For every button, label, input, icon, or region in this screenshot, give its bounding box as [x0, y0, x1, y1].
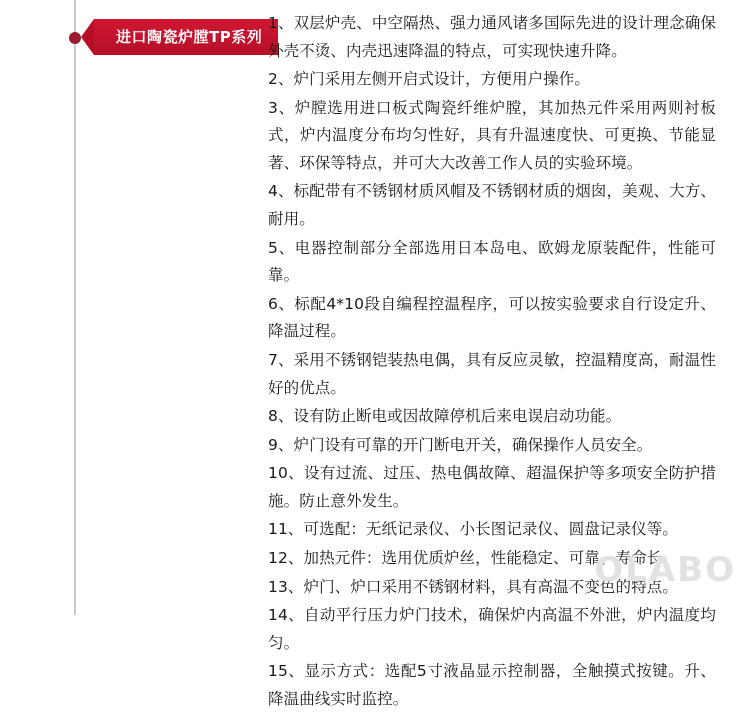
feature-item: 10、设有过流、过压、热电偶故障、超温保护等多项安全防护措施。防止意外发生。 — [268, 464, 716, 510]
feature-item: 3、炉膛选用进口板式陶瓷纤维炉膛，其加热元件采用两则衬板式，炉内温度分布均匀性好，具有升温速度快、可更换、节能显著、环保等特点，并可大大改善工作人员的实验环境。 — [268, 98, 716, 172]
feature-item: 9、炉门设有可靠的开门断电开关，确保操作人员安全。 — [268, 435, 653, 454]
left-accent-rail — [74, 0, 76, 615]
feature-item: 12、加热元件：选用优质炉丝，性能稳定、可靠、寿命长。 — [268, 548, 678, 567]
feature-item: 14、自动平行压力炉门技术，确保炉内高温不外泄，炉内温度均匀。 — [268, 606, 716, 652]
feature-item: 13、炉门、炉口采用不锈钢材料，具有高温不变色的特点。 — [268, 577, 678, 596]
feature-item: 6、标配4*10段自编程控温程序，可以按实验要求自行设定升、降温过程。 — [268, 294, 716, 341]
feature-item: 5、电器控制部分全部选用日本岛电、欧姆龙原装配件，性能可靠。 — [268, 238, 716, 285]
feature-item: 1、双层炉壳、中空隔热、强力通风诸多国际先进的设计理念确保外壳不烫、内壳迅速降温的特点，可实现快速升降。 — [268, 14, 716, 60]
feature-item: 2、炉门采用左侧开启式设计，方便用户操作。 — [268, 70, 590, 89]
brand-watermark: OLABO — [594, 550, 736, 590]
feature-item: 8、设有防止断电或因故障停机后来电误启动功能。 — [268, 407, 622, 426]
series-banner — [94, 19, 278, 55]
feature-item: 4、标配带有不锈钢材质风帽及不锈钢材质的烟囱，美观、大方、耐用。 — [268, 182, 716, 229]
rail-bullet-dot — [69, 32, 81, 44]
feature-item: 15、显示方式：选配5寸液晶显示控制器，全触摸式按键。升、降温曲线实时监控。 — [268, 662, 716, 708]
series-banner-label: 进口陶瓷炉膛TP系列 — [116, 27, 263, 46]
feature-item: 11、可选配：无纸记录仪、小长图记录仪、圆盘记录仪等。 — [268, 520, 678, 539]
feature-item: 7、采用不锈钢铠装热电偶，具有反应灵敏，控温精度高，耐温性好的优点。 — [268, 350, 716, 397]
feature-list — [268, 10, 716, 714]
